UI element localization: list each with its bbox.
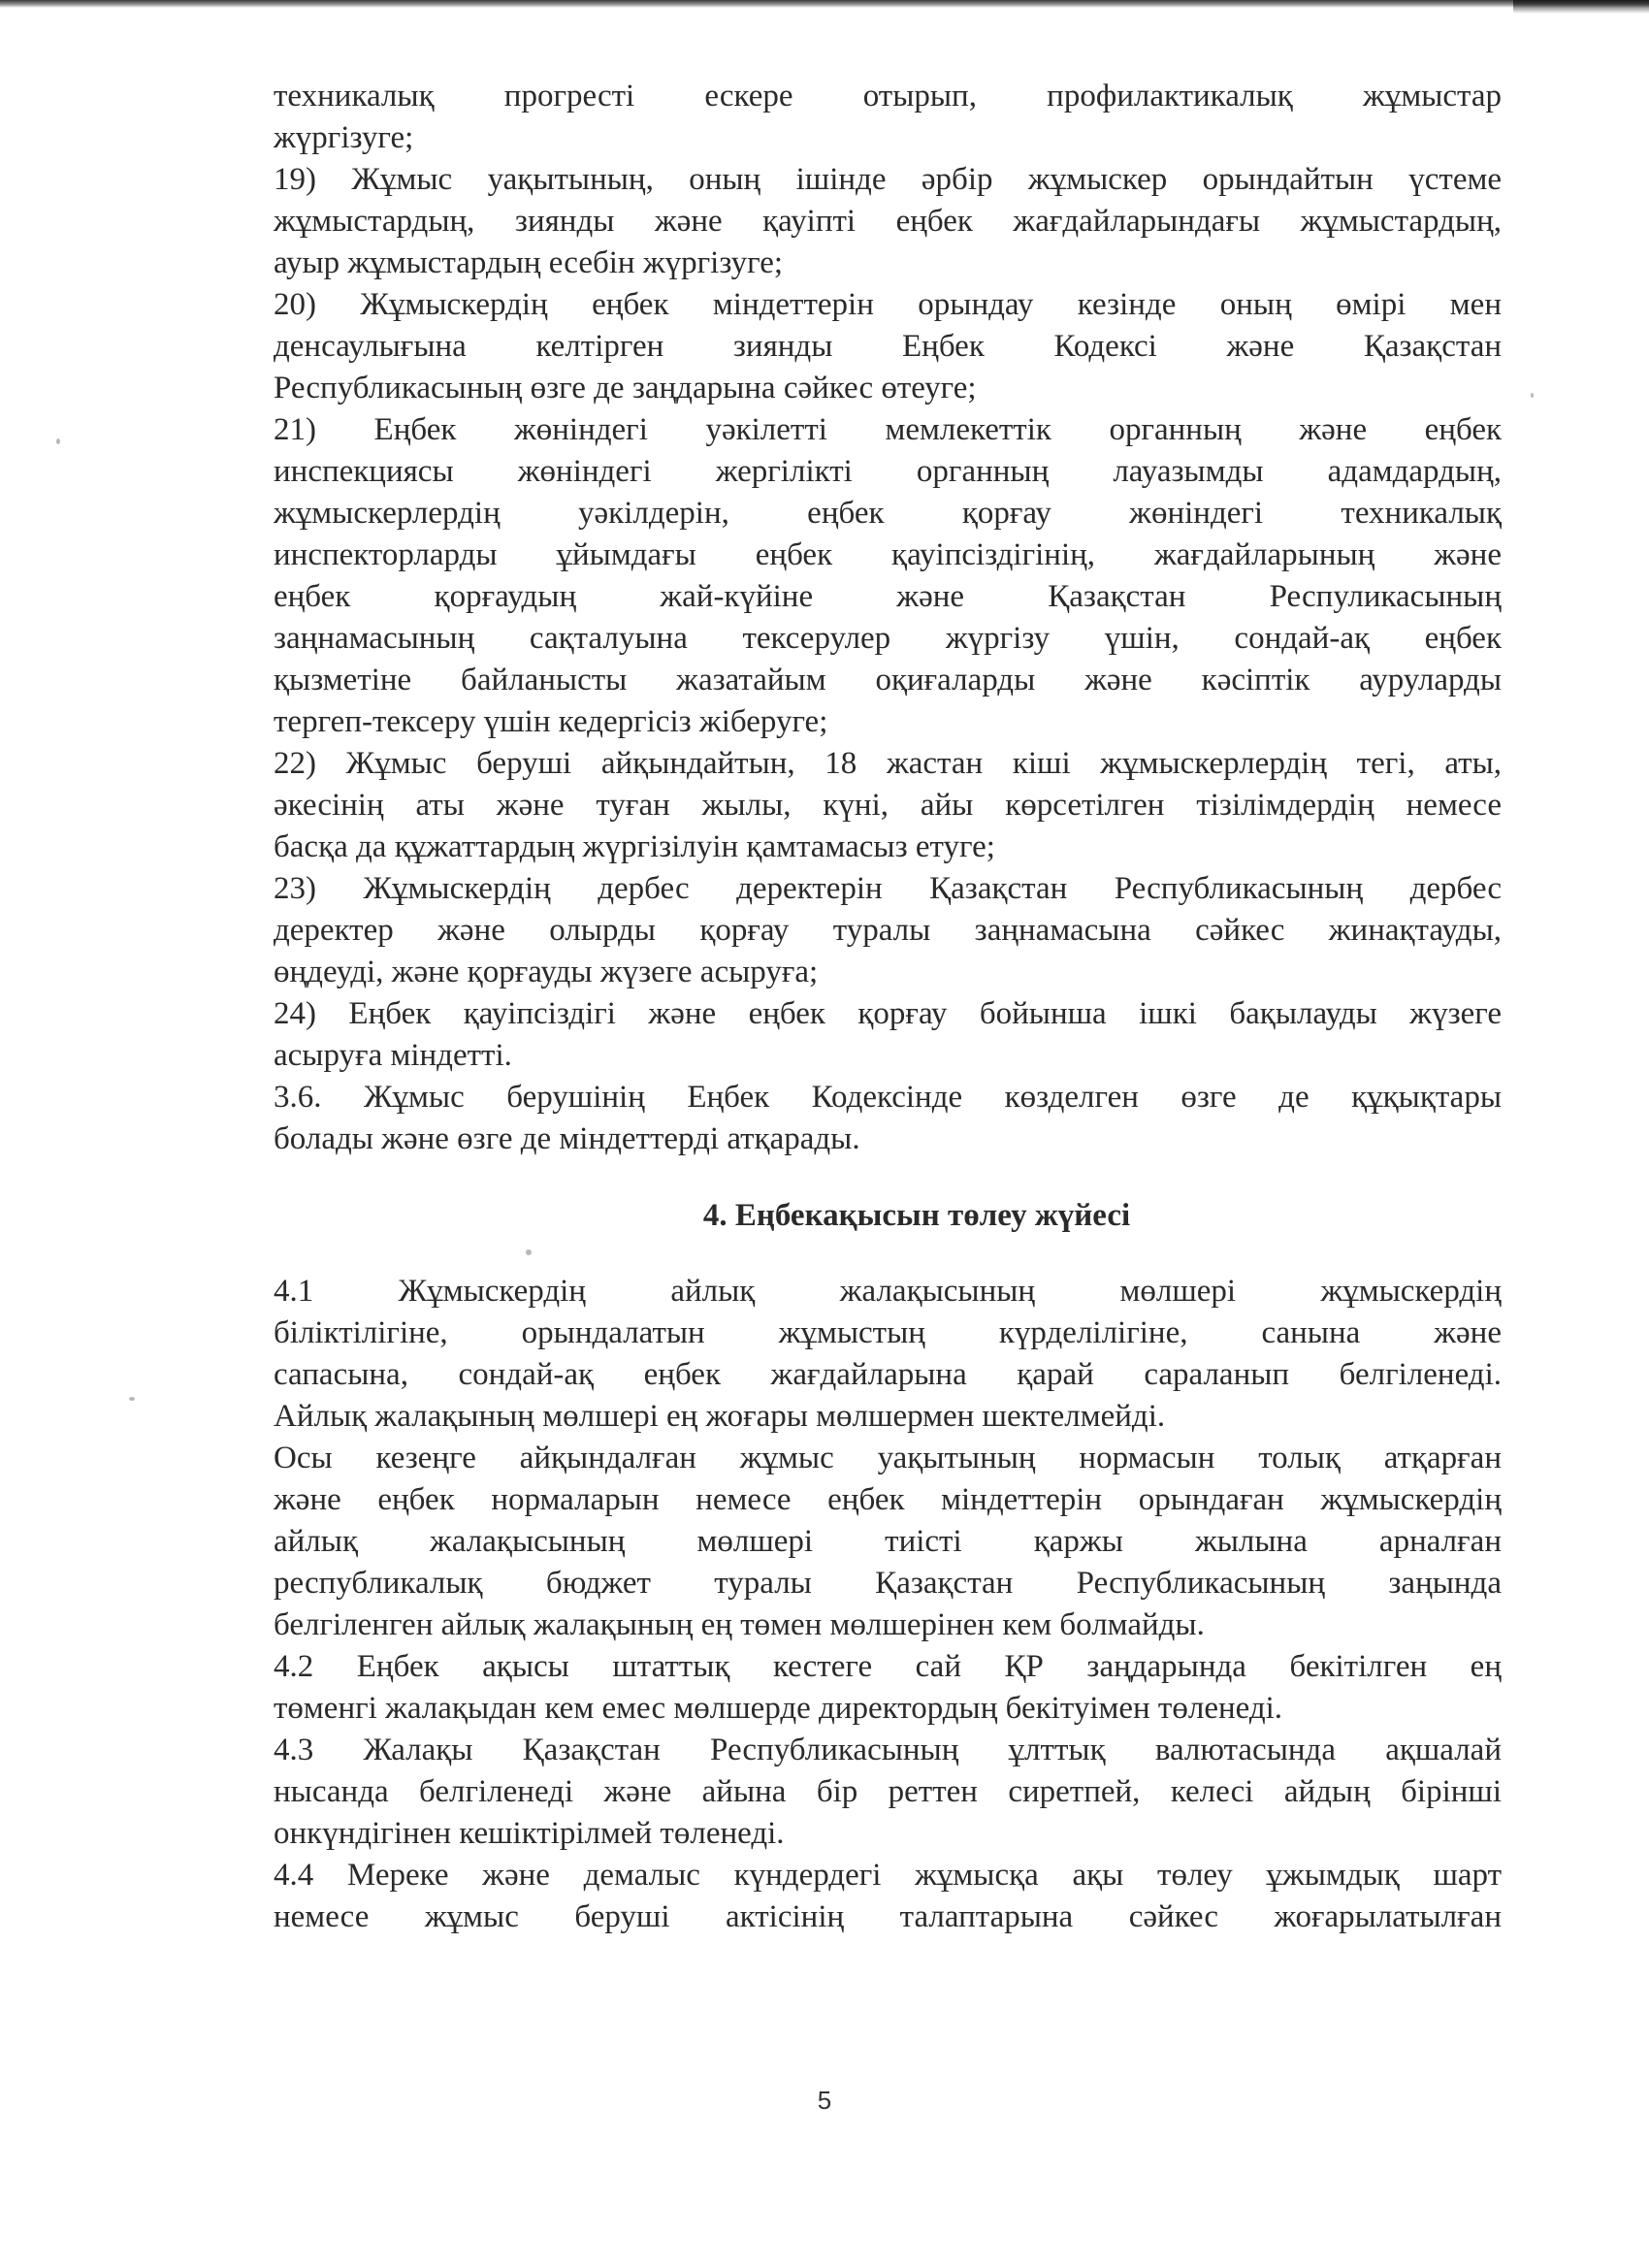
- text-line: 3.6. Жұмыс берушінің Еңбек Кодексінде көзделген өзге де құқықтары: [274, 1080, 1502, 1115]
- text-line: жүргізуге;: [274, 120, 414, 155]
- text-line: 20) Жұмыскердің еңбек міндеттерін орындау кезінде оның өмірі мен: [274, 287, 1502, 322]
- text-line: 4.3 Жалақы Қазақстан Республикасының ұлттық валютасында ақшалай: [274, 1733, 1502, 1767]
- scan-top-edge: [0, 0, 1649, 8]
- paragraph-block-payment-system: [274, 1271, 1502, 1938]
- text-line: болады және өзге де міндеттерді атқарады.: [274, 1121, 860, 1156]
- scan-speck: [1531, 393, 1534, 398]
- text-line: белгіленген айлық жалақының ең төмен мөлшерінен кем болмайды.: [274, 1607, 1205, 1642]
- text-line: 24) Еңбек қауіпсіздігі және еңбек қорғау бойынша ішкі бақылауды жүзеге: [274, 996, 1502, 1031]
- text-line: 4.4 Мереке және демалыс күндердегі жұмысқа ақы төлеу ұжымдық шарт: [274, 1858, 1502, 1893]
- text-line: техникалық прогресті ескере отырып, профилактикалық жұмыстар: [274, 79, 1502, 113]
- text-line: деректер және олырды қорғау туралы заңнамасына сәйкес жинақтауды,: [274, 913, 1502, 948]
- section-heading: 4. Еңбекақысын төлеу жүйесі: [702, 1198, 1131, 1233]
- text-line: еңбек қорғаудың жай-күйіне және Қазақстан Респуликасының: [274, 579, 1502, 614]
- text-line: денсаулығына келтірген зиянды Еңбек Кодексі және Қазақстан: [274, 329, 1502, 364]
- text-line: 4.2 Еңбек ақысы штаттық кестеге сай ҚР заңдарында бекітілген ең: [274, 1649, 1502, 1684]
- text-line: нысанда белгіленеді және айына бір реттен сиретпей, келесі айдың бірінші: [274, 1774, 1502, 1809]
- text-line: өңдеуді, және қорғауды жүзеге асыруға;: [274, 955, 819, 989]
- text-line: Айлық жалақының мөлшері ең жоғары мөлшермен шектелмейді.: [274, 1399, 1166, 1434]
- text-line: заңнамасының сақталуына тексерулер жүргізу үшін, сондай-ақ еңбек: [274, 621, 1502, 656]
- text-line: Республикасының өзге де заңдарына сәйкес өтеуге;: [274, 371, 977, 405]
- text-line: жұмыскерлердің уәкілдерін, еңбек қорғау жөніндегі техникалық: [274, 496, 1502, 531]
- text-line: және еңбек нормаларын немесе еңбек міндеттерін орындаған жұмыскердің: [274, 1482, 1502, 1517]
- scan-speck: [129, 1397, 135, 1401]
- text-line: немесе жұмыс беруші актісінің талаптарына сәйкес жоғарылатылған: [274, 1899, 1502, 1934]
- text-line: 23) Жұмыскердің дербес деректерін Қазақстан Республикасының дербес: [274, 871, 1502, 906]
- text-line: Осы кезеңге айқындалған жұмыс уақытының нормасын толық атқарған: [274, 1441, 1502, 1475]
- text-line: айлық жалақысының мөлшері тиісті қаржы жылына арналған: [274, 1524, 1502, 1559]
- text-line: инспекторларды ұйымдағы еңбек қауіпсіздігінің, жағдайларының және: [274, 537, 1502, 572]
- text-line: республикалық бюджет туралы Қазақстан Республикасының заңында: [274, 1566, 1502, 1601]
- text-line: әкесінің аты және туған жылы, күні, айы көрсетілген тізілімдердің немесе: [274, 788, 1502, 823]
- text-line: қызметіне байланысты жазатайым оқиғаларды және кәсіптік ауруларды: [274, 663, 1502, 697]
- paragraph-block-obligations: [274, 76, 1502, 1160]
- text-line: 22) Жұмыс беруші айқындайтын, 18 жастан кіші жұмыскерлердің тегі, аты,: [274, 746, 1502, 781]
- text-line: басқа да құжаттардың жүргізілуін қамтамасыз етуге;: [274, 829, 995, 864]
- text-line: инспекциясы жөніндегі жергілікті органның лауазымды адамдардың,: [274, 454, 1502, 489]
- text-line: тергеп-тексеру үшін кедергісіз жіберуге;: [274, 704, 828, 739]
- text-line: төменгі жалақыдан кем емес мөлшерде директордың бекітуімен төленеді.: [274, 1691, 1283, 1726]
- text-line: сапасына, сондай-ақ еңбек жағдайларына қарай сараланып белгіленеді.: [274, 1357, 1502, 1392]
- page-body: [274, 76, 1502, 1938]
- text-line: асыруға міндетті.: [274, 1038, 512, 1073]
- page-number: 5: [817, 2086, 832, 2115]
- text-line: біліктілігіне, орындалатын жұмыстың күрделілігіне, санына және: [274, 1315, 1502, 1350]
- text-line: 21) Еңбек жөніндегі уәкілетті мемлекеттік органның және еңбек: [274, 412, 1502, 447]
- text-line: 19) Жұмыс уақытының, оның ішінде әрбір жұмыскер орындайтын үстеме: [274, 162, 1502, 197]
- scan-corner-shadow: [1513, 0, 1649, 14]
- text-line: онкүндігінен кешіктірілмей төленеді.: [274, 1816, 785, 1851]
- text-line: жұмыстардың, зиянды және қауіпті еңбек жағдайларындағы жұмыстардың,: [274, 204, 1502, 239]
- scan-speck: [56, 438, 60, 444]
- text-line: ауыр жұмыстардың есебін жүргізуге;: [274, 245, 784, 280]
- text-line: 4.1 Жұмыскердің айлық жалақысының мөлшері жұмыскердің: [274, 1274, 1502, 1309]
